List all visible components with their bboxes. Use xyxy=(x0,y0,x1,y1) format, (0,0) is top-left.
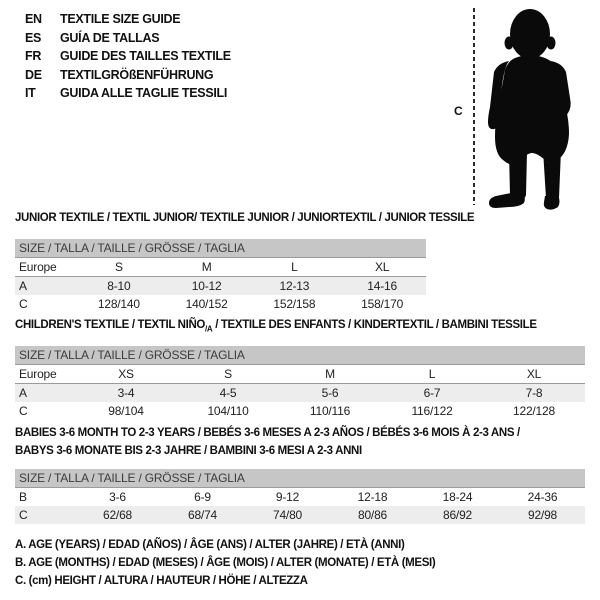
age-cell: 14-16 xyxy=(367,279,397,293)
age-cell: 12-13 xyxy=(279,279,310,293)
height-cell: 62/68 xyxy=(102,508,133,522)
children-table-title xyxy=(15,319,537,333)
age-cell: 10-12 xyxy=(191,279,222,293)
footnote-list xyxy=(15,537,435,590)
age-cell: 18-24 xyxy=(442,490,473,504)
footnote-a: A. AGE (YEARS) / EDAD (AÑOS) / ÂGE (ANS) / ALTER (JAHRE) / ETÀ (ANNI) xyxy=(15,539,405,551)
table-row-height xyxy=(15,402,585,420)
language-title: GUÍA DE TALLAS xyxy=(60,30,160,45)
height-cell: 86/92 xyxy=(442,508,473,522)
height-cell: 98/104 xyxy=(108,404,144,418)
height-cell: 140/152 xyxy=(185,297,228,311)
table-row-age-months xyxy=(15,488,585,506)
children-title-prefix: CHILDREN'S TEXTILE / TEXTIL NIÑO xyxy=(15,319,206,331)
babies-table-title xyxy=(15,425,520,460)
babies-title-line2: BABYS 3-6 MONATE BIS 2-3 JAHRE / BAMBINI 3-6 MESI A 2-3 ANNI xyxy=(15,444,362,457)
height-cell: 92/98 xyxy=(527,508,558,522)
table-row-europe xyxy=(15,365,585,384)
size-cell: S xyxy=(224,367,232,381)
language-title: TEXTILE SIZE GUIDE xyxy=(60,12,181,26)
language-title: TEXTILGRÖßENFÜHRUNG xyxy=(60,67,214,82)
footnote-b: B. AGE (MONTHS) / EDAD (MESES) / ÂGE (MOIS) / ALTER (MONATE) / ETÀ (MESI) xyxy=(15,556,436,569)
height-cell: 68/74 xyxy=(187,508,218,522)
size-cell: M xyxy=(201,260,212,274)
footnote-c: C. (cm) HEIGHT / ALTURA / HAUTEUR / HÖHE / ALTEZZA xyxy=(15,574,308,587)
language-code: DE xyxy=(25,67,42,82)
size-cell: XL xyxy=(526,367,542,381)
size-cell: L xyxy=(291,260,298,274)
size-cell: M xyxy=(325,367,335,381)
age-cell: 3-6 xyxy=(109,490,126,504)
row-label: Europe xyxy=(19,367,57,381)
children-size-table xyxy=(15,346,585,420)
height-cell: 122/128 xyxy=(513,404,555,418)
junior-size-table xyxy=(15,239,426,313)
height-cell: 158/170 xyxy=(361,297,404,311)
row-label: C xyxy=(19,404,28,418)
height-measure-line xyxy=(473,8,475,205)
age-cell: 8-10 xyxy=(107,279,131,293)
table-row-age xyxy=(15,277,426,295)
junior-table-title: JUNIOR TEXTILE / TEXTIL JUNIOR/ TEXTILE JUNIOR / JUNIORTEXTIL / JUNIOR TESSILE xyxy=(15,212,475,224)
height-cell: 104/110 xyxy=(207,404,249,418)
row-label: C xyxy=(19,297,28,311)
language-row-de xyxy=(25,66,231,85)
age-cell: 6-9 xyxy=(194,490,211,504)
row-label: C xyxy=(19,508,28,522)
size-cell: S xyxy=(114,260,123,274)
table-row-height xyxy=(15,506,585,524)
language-row-fr xyxy=(25,47,231,66)
table-row-height xyxy=(15,295,426,313)
children-title-subscript: /A xyxy=(205,324,213,334)
language-title: GUIDA ALLE TAGLIE TESSILI xyxy=(60,86,228,101)
size-cell: L xyxy=(428,367,436,381)
height-cell: 116/122 xyxy=(411,404,453,418)
size-header-bar: SIZE / TALLA / TAILLE / GRÖSSE / TAGLIA xyxy=(15,469,585,488)
age-cell: 24-36 xyxy=(527,490,558,504)
children-title-suffix: / TEXTILE DES ENFANTS / KINDERTEXTIL / BAMBINI TESSILE xyxy=(212,319,537,331)
height-cell: 80/86 xyxy=(357,508,388,522)
language-row-it xyxy=(25,84,231,103)
language-code: IT xyxy=(25,86,36,101)
age-cell: 7-8 xyxy=(525,386,543,400)
row-label: A xyxy=(19,386,27,400)
height-cell: 128/140 xyxy=(97,297,140,311)
size-cell: XL xyxy=(374,260,390,274)
row-label: B xyxy=(19,490,27,504)
age-cell: 3-4 xyxy=(117,386,135,400)
table-row-age xyxy=(15,384,585,402)
language-row-es xyxy=(25,29,231,48)
language-title: GUIDE DES TAILLES TEXTILE xyxy=(60,49,231,64)
language-row-en xyxy=(25,10,231,29)
babies-title-line1: BABIES 3-6 MONTH TO 2-3 YEARS / BEBÉS 3-6 MESES A 2-3 AÑOS / BÉBÉS 3-6 MOIS À 2-3 ANS / xyxy=(15,427,520,439)
toddler-silhouette-icon xyxy=(483,2,595,212)
height-cell: 110/116 xyxy=(309,404,351,418)
age-cell: 6-7 xyxy=(423,386,441,400)
age-cell: 9-12 xyxy=(275,490,300,504)
row-label: Europe xyxy=(19,260,57,274)
age-cell: 5-6 xyxy=(321,386,339,400)
size-header-bar: SIZE / TALLA / TAILLE / GRÖSSE / TAGLIA xyxy=(15,239,426,258)
height-cell: 74/80 xyxy=(272,508,303,522)
size-header-bar: SIZE / TALLA / TAILLE / GRÖSSE / TAGLIA xyxy=(15,346,585,365)
table-row-europe xyxy=(15,258,426,277)
age-cell: 4-5 xyxy=(219,386,237,400)
height-measure-label: C xyxy=(454,104,463,118)
height-cell: 152/158 xyxy=(273,297,316,311)
size-cell: XS xyxy=(118,367,134,381)
language-code: ES xyxy=(25,30,42,45)
age-cell: 12-18 xyxy=(357,490,388,504)
language-code: EN xyxy=(25,12,42,26)
language-code: FR xyxy=(25,49,42,64)
language-list xyxy=(25,10,231,103)
row-label: A xyxy=(19,279,27,293)
babies-size-table xyxy=(15,469,585,524)
